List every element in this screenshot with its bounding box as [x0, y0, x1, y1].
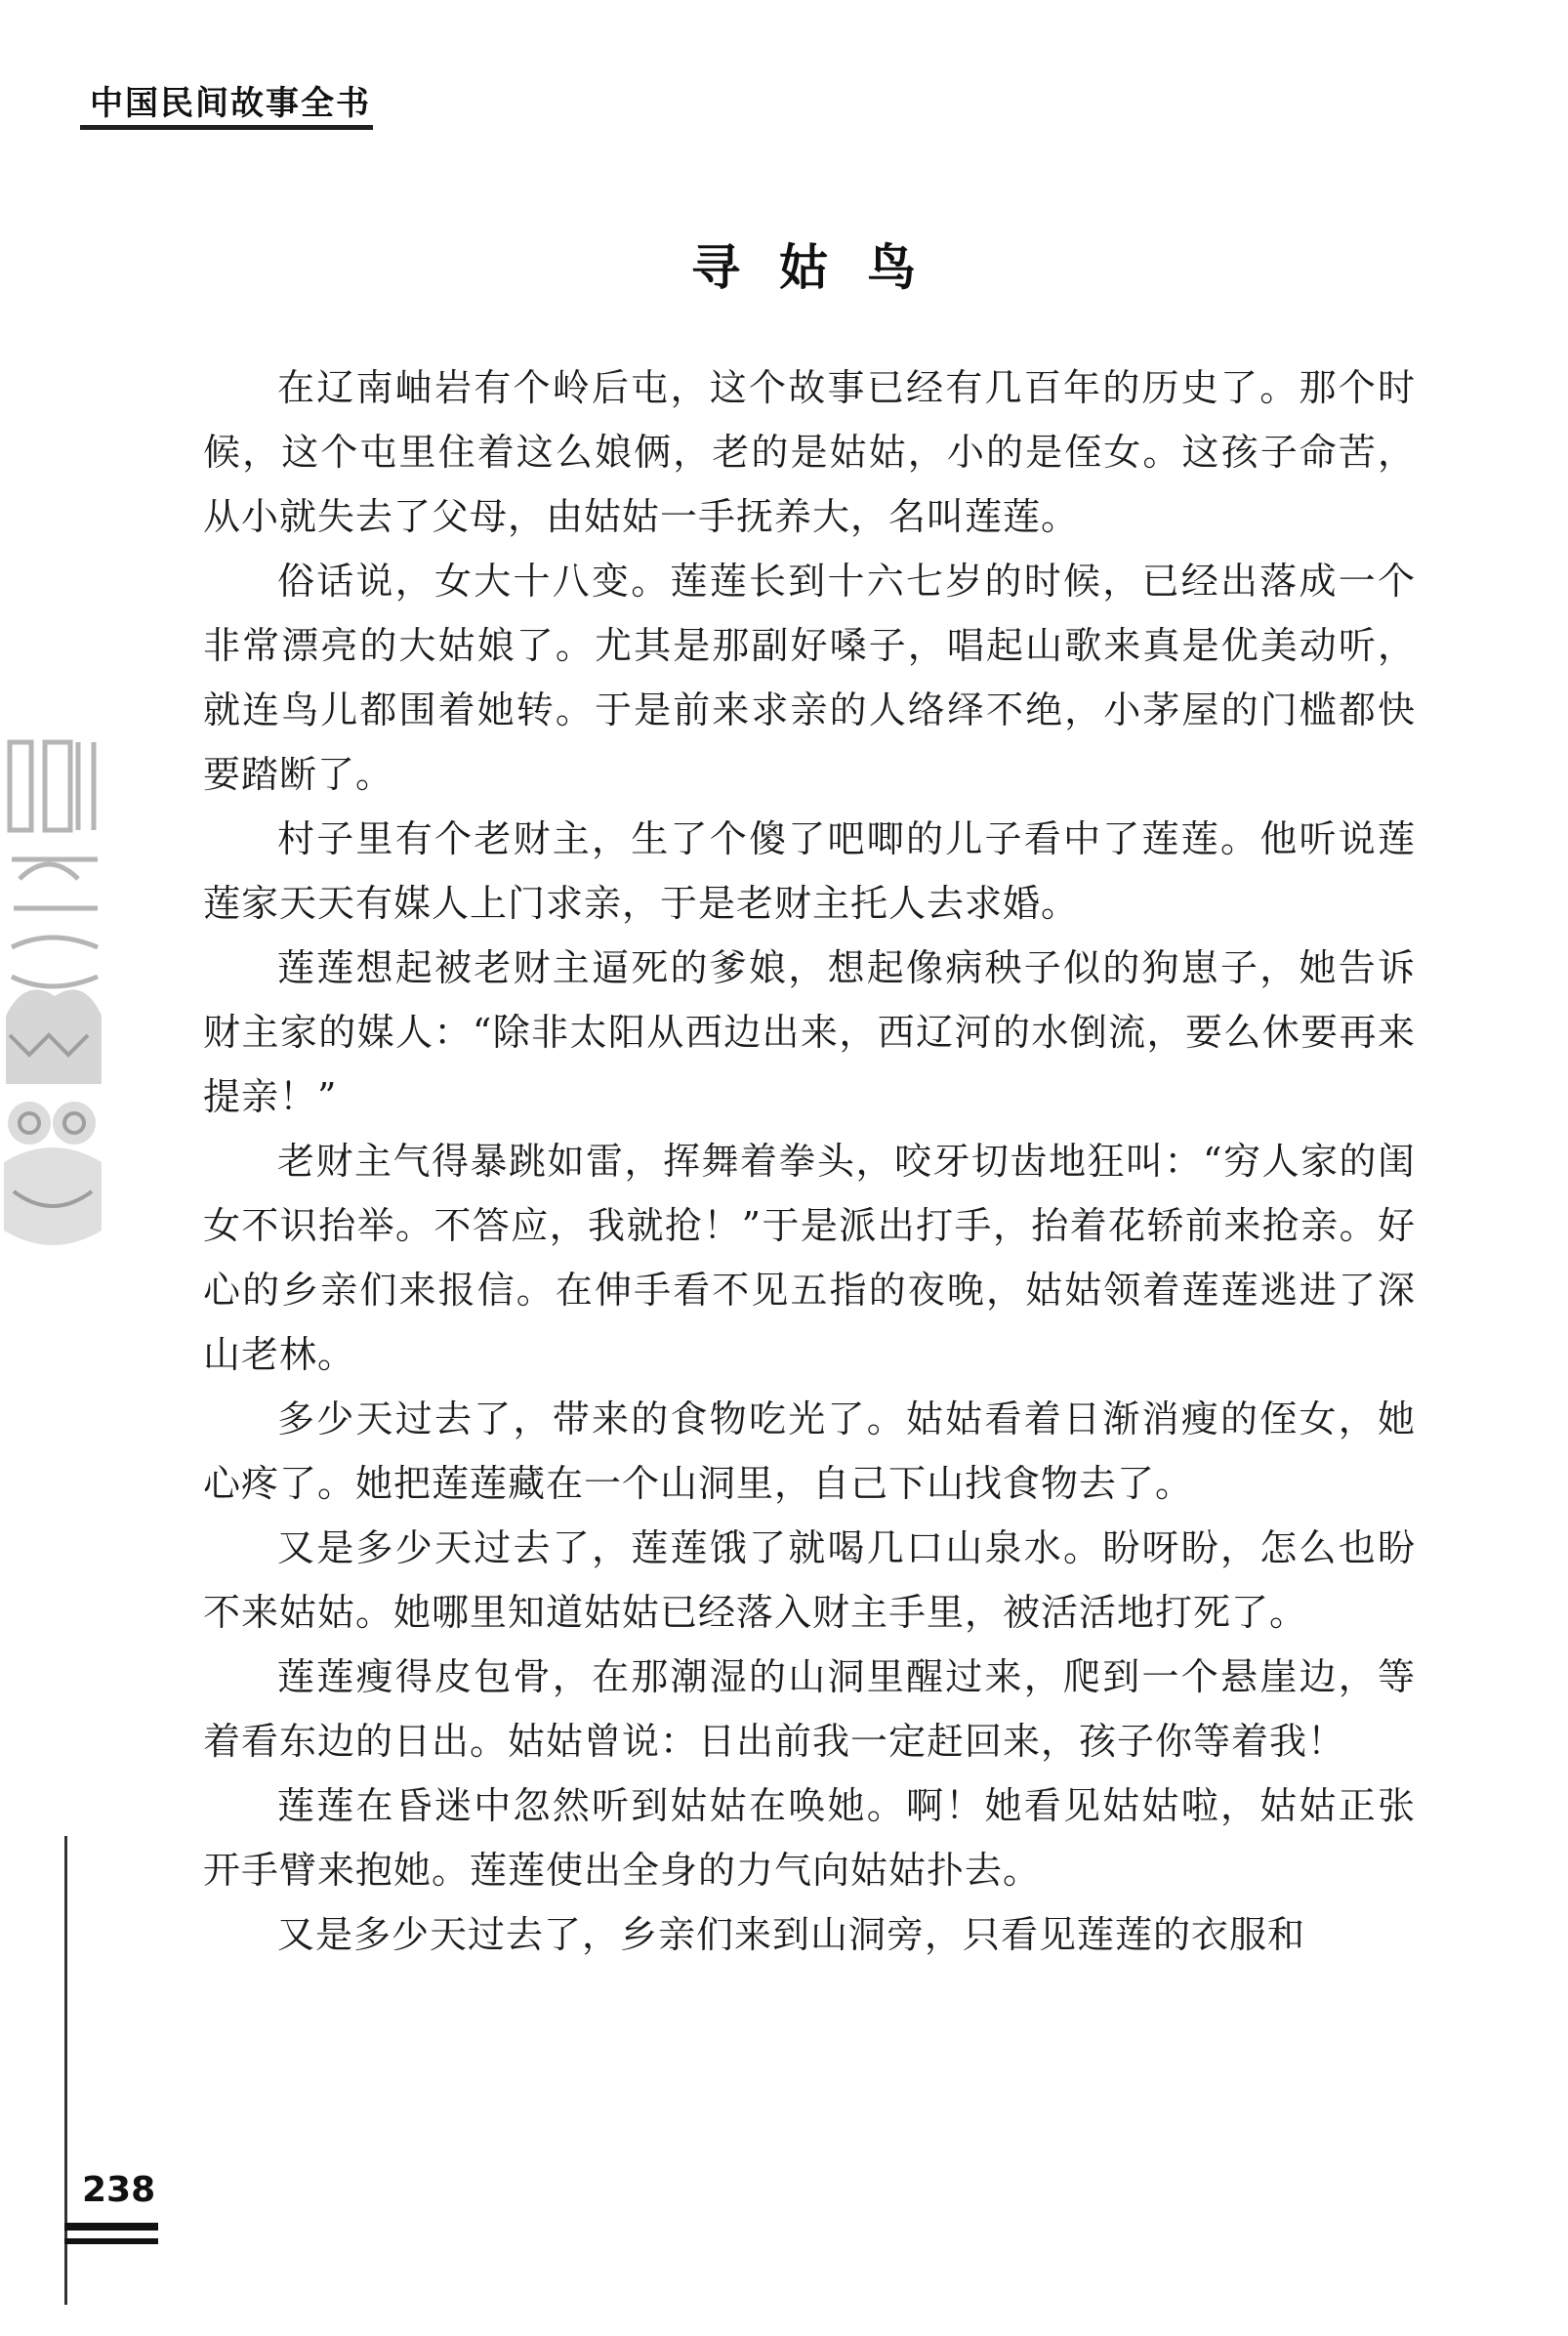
page-number: 238	[82, 2170, 156, 2210]
paragraph-4: 莲莲想起被老财主逼死的爹娘，想起像病秧子似的狗崽子，她告诉财主家的媒人：“除非太阳从西边出来，西辽河的水倒流，要么休要再来提亲！”	[203, 946, 1416, 1118]
paragraph-9: 莲莲在昏迷中忽然听到姑姑在唤她。啊！她看见姑姑啦，姑姑正张开手臂来抱她。莲莲使出全身的力气向姑姑扑去。	[203, 1784, 1416, 1892]
paragraph-6: 多少天过去了，带来的食物吃光了。姑姑看着日渐消瘦的侄女，她心疼了。她把莲莲藏在一个山洞里，自己下山找食物去了。	[203, 1397, 1416, 1505]
footer-rule-thin	[64, 2238, 158, 2244]
paragraph-8: 莲莲瘦得皮包骨，在那潮湿的山洞里醒过来，爬到一个悬崖边，等着看东边的日出。姑姑曾说：日出前我一定赶回来，孩子你等着我！	[203, 1655, 1416, 1763]
paragraph-1: 在辽南岫岩有个岭后屯，这个故事已经有几百年的历史了。那个时候，这个屯里住着这么娘俩，老的是姑姑，小的是侄女。这孩子命苦，从小就失去了父母，由姑姑一手抚养大，名叫莲莲。	[203, 366, 1416, 538]
header-rule	[80, 125, 373, 130]
paragraph-3: 村子里有个老财主，生了个傻了吧唧的儿子看中了莲莲。他听说莲莲家天天有媒人上门求亲，于是老财主托人去求婚。	[203, 817, 1416, 925]
story-title: 寻姑鸟	[691, 239, 955, 296]
paragraph-10: 又是多少天过去了，乡亲们来到山洞旁，只看见莲莲的衣服和	[277, 1913, 1306, 1956]
margin-rule	[64, 1836, 67, 2305]
story-body	[203, 355, 1416, 1967]
heritage-project-emblem-icon	[0, 723, 105, 1270]
paragraph-7: 又是多少天过去了，莲莲饿了就喝几口山泉水。盼呀盼，怎么也盼不来姑姑。她哪里知道姑姑已经落入财主手里，被活活地打死了。	[203, 1526, 1416, 1634]
paragraph-2: 俗话说，女大十八变。莲莲长到十六七岁的时候，已经出落成一个非常漂亮的大姑娘了。尤其是那副好嗓子，唱起山歌来真是优美动听，就连鸟儿都围着她转。于是前来求亲的人络绎不绝，小茅屋的门槛都快要踏断了。	[203, 560, 1416, 796]
running-head-book-title: 中国民间故事全书	[90, 84, 371, 123]
paragraph-5: 老财主气得暴跳如雷，挥舞着拳头，咬牙切齿地狂叫：“穷人家的闺女不识抬举。不答应，我就抢！”于是派出打手，抬着花轿前来抢亲。好心的乡亲们来报信。在伸手看不见五指的夜晚，姑姑领着莲莲逃进了深山老林。	[203, 1140, 1416, 1376]
footer-rule-thick	[64, 2223, 158, 2231]
